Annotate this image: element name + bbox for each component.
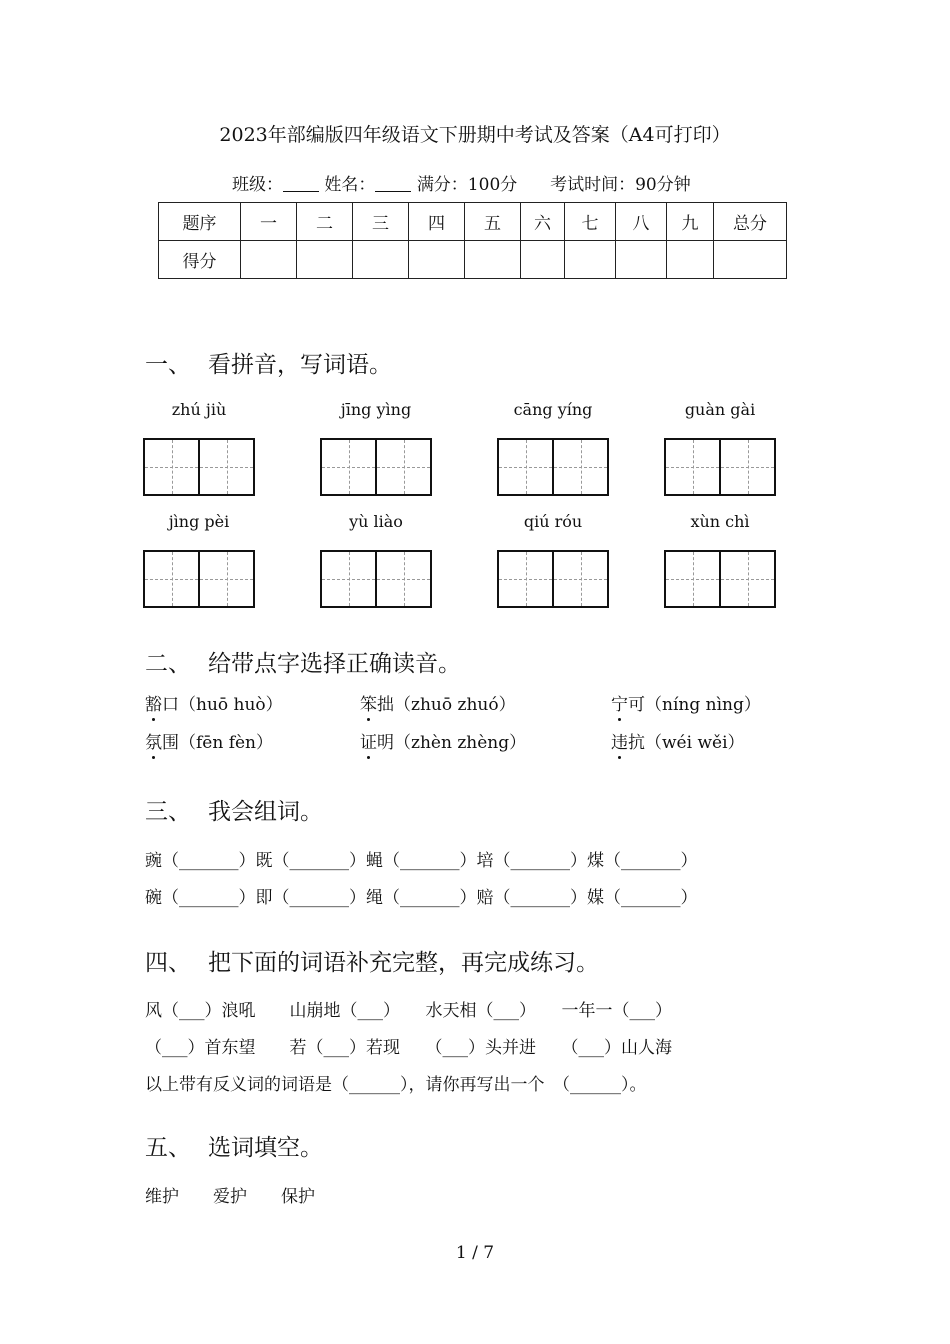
reading-options: 口（huō huò） <box>162 695 283 715</box>
section-number: 一、 <box>145 352 191 378</box>
score-table-score-row <box>159 241 787 279</box>
score-cell[interactable] <box>409 241 465 279</box>
section-3-heading <box>145 793 323 826</box>
dotted-char: 宁 <box>611 695 628 715</box>
writing-grid[interactable] <box>143 550 255 608</box>
score-header-cell: 六 <box>521 203 565 241</box>
pinyin-label: cāng yíng <box>513 400 593 419</box>
pinyin-label: yù liào <box>349 512 403 531</box>
page-title: 2023年部编版四年级语文下册期中考试及答案（A4可打印） <box>219 124 731 146</box>
score-cell[interactable] <box>616 241 667 279</box>
score-cell[interactable] <box>667 241 714 279</box>
writing-grid[interactable] <box>664 550 776 608</box>
page-number: 1 / 7 <box>455 1243 495 1263</box>
class-blank <box>283 175 319 192</box>
section-5-heading <box>145 1129 323 1162</box>
name-label: 姓名： <box>324 175 376 195</box>
reading-item <box>145 690 283 715</box>
score-header-cell: 七 <box>565 203 616 241</box>
dotted-char: 违 <box>611 733 628 753</box>
section-title: 选词填空。 <box>208 1135 323 1161</box>
writing-grid[interactable] <box>664 438 776 496</box>
idiom-line: 风（___）浪吼 山崩地（___） 水天相（___） 一年一（___） <box>145 1001 672 1021</box>
score-cell[interactable] <box>521 241 565 279</box>
section-number: 二、 <box>145 651 191 677</box>
score-header-cell: 总分 <box>714 203 787 241</box>
idiom-line: （___）首东望 若（___）若现 （___）头并进 （___）山人海 <box>145 1038 672 1058</box>
reading-item <box>145 728 273 753</box>
reading-item <box>611 690 761 715</box>
section-title: 把下面的词语补充完整，再完成练习。 <box>208 950 599 976</box>
writing-grid[interactable] <box>320 438 432 496</box>
score-header-cell: 题序 <box>159 203 241 241</box>
writing-grid[interactable] <box>320 550 432 608</box>
pinyin-label: xùn chì <box>690 512 750 531</box>
score-header-cell: 二 <box>297 203 353 241</box>
section-number: 五、 <box>145 1135 191 1161</box>
score-table <box>158 202 787 279</box>
reading-options: 拙（zhuō zhuó） <box>377 695 516 715</box>
exam-time: 考试时间：90分钟 <box>550 175 691 195</box>
pinyin-label: zhú jiù <box>171 400 227 419</box>
dotted-char: 氛 <box>145 733 162 753</box>
writing-grid[interactable] <box>143 438 255 496</box>
full-score: 满分：100分 <box>416 175 518 195</box>
dotted-char: 证 <box>360 733 377 753</box>
score-header-cell: 九 <box>667 203 714 241</box>
class-label: 班级： <box>232 175 283 195</box>
reading-item <box>360 728 526 753</box>
dotted-char: 笨 <box>360 695 377 715</box>
score-cell[interactable] <box>565 241 616 279</box>
score-header-cell: 三 <box>353 203 409 241</box>
pinyin-label: jīng yìng <box>340 400 412 419</box>
score-cell[interactable] <box>241 241 297 279</box>
reading-options: 可（níng nìng） <box>628 695 761 715</box>
pinyin-label: jìng pèi <box>168 512 230 531</box>
pinyin-label: qiú róu <box>523 512 583 531</box>
section-number: 四、 <box>145 950 191 976</box>
score-header-cell: 一 <box>241 203 297 241</box>
name-blank <box>375 175 411 192</box>
score-cell[interactable] <box>465 241 521 279</box>
section-1-heading <box>145 346 392 379</box>
pinyin-label: guàn gài <box>684 400 756 419</box>
score-cell[interactable] <box>353 241 409 279</box>
word-choices: 维护 爱护 保护 <box>145 1187 315 1207</box>
score-table-header-row <box>159 203 787 241</box>
score-header-cell: 八 <box>616 203 667 241</box>
section-number: 三、 <box>145 799 191 825</box>
score-cell[interactable] <box>297 241 353 279</box>
word-group-line: 碗（_______）即（_______）绳（_______）赔（_______）媒（_______） <box>145 888 698 908</box>
reading-options: 明（zhèn zhèng） <box>377 733 527 753</box>
score-header-cell: 五 <box>465 203 521 241</box>
reading-options: 抗（wéi wěi） <box>628 733 745 753</box>
writing-grid[interactable] <box>497 438 609 496</box>
dotted-char: 豁 <box>145 695 162 715</box>
writing-grid[interactable] <box>497 550 609 608</box>
score-header-cell: 四 <box>409 203 465 241</box>
reading-item <box>360 690 516 715</box>
section-4-heading <box>145 944 599 977</box>
section-2-heading <box>145 645 461 678</box>
section-title: 我会组词。 <box>208 799 323 825</box>
section-title: 给带点字选择正确读音。 <box>208 651 461 677</box>
exam-info <box>232 170 691 195</box>
reading-item <box>611 728 745 753</box>
score-row-label: 得分 <box>159 241 241 279</box>
antonym-question: 以上带有反义词的词语是（______），请你再写出一个 （______）。 <box>145 1075 647 1095</box>
score-cell[interactable] <box>714 241 787 279</box>
section-title: 看拼音，写词语。 <box>208 352 392 378</box>
word-group-line: 豌（_______）既（_______）蝇（_______）培（_______）煤（_______） <box>145 851 698 871</box>
reading-options: 围（fēn fèn） <box>162 733 274 753</box>
